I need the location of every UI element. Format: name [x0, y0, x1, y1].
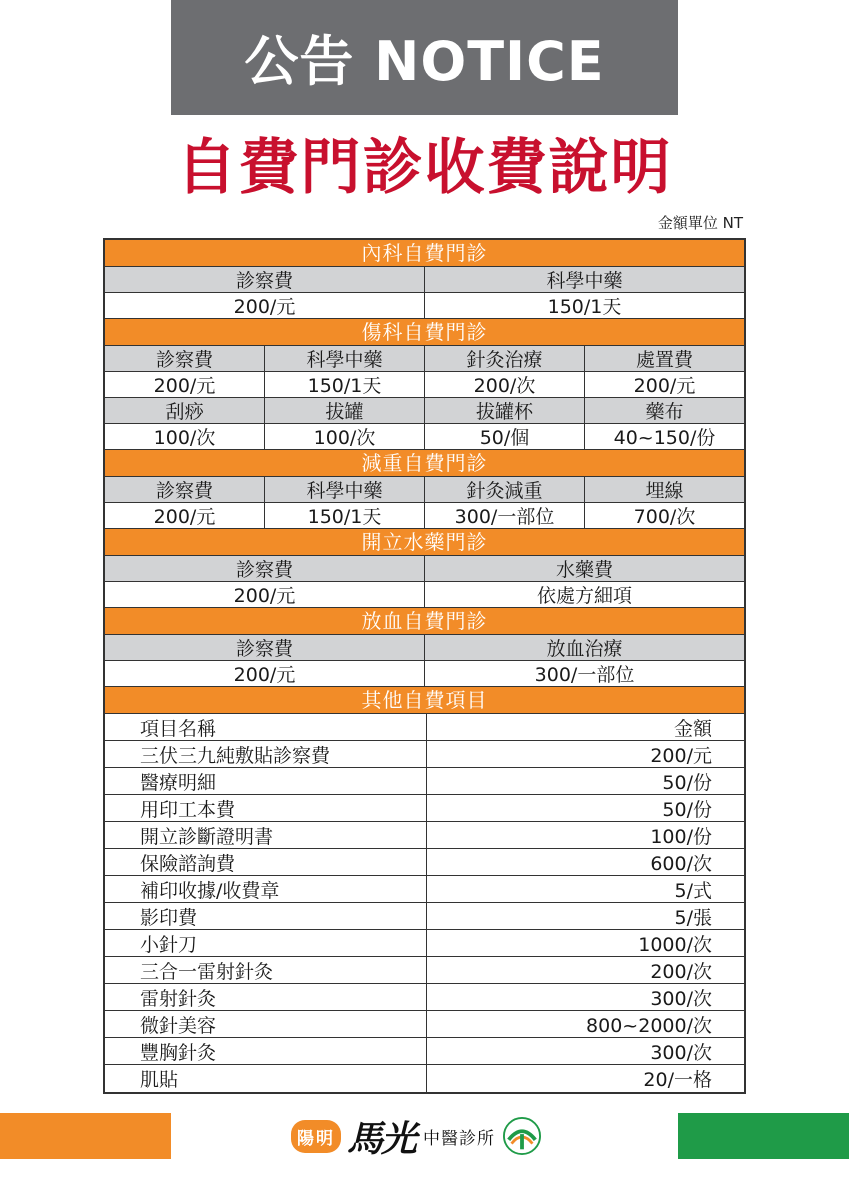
item-price: 100/份: [650, 825, 712, 848]
fee-label-row: [105, 398, 744, 424]
fee-value: 200/元: [633, 375, 696, 397]
fee-value: 200/元: [105, 293, 425, 318]
fee-value: 100/次: [265, 424, 425, 449]
fee-value: 300/一部位: [534, 664, 635, 686]
item-price: 20/一格: [643, 1069, 712, 1091]
item-name: 小針刀: [105, 930, 427, 956]
fee-label-row: [105, 346, 744, 372]
item-price: 5/式: [674, 879, 712, 902]
section-header: 放血自費門診: [105, 608, 744, 635]
table-row: [105, 903, 744, 930]
item-name: 雷射針灸: [105, 984, 427, 1010]
item-price: 800~2000/次: [586, 1014, 712, 1037]
notice-banner: [171, 0, 678, 115]
item-name: 三伏三九純敷貼診察費: [105, 741, 427, 767]
fee-label: 拔罐: [265, 398, 425, 423]
table-row: [105, 1038, 744, 1065]
fee-label: 診察費: [105, 477, 265, 502]
notice-title: 公告 NOTICE: [244, 30, 605, 93]
table-row: [105, 957, 744, 984]
fee-label: 藥布: [585, 398, 744, 423]
fee-value: 700/次: [633, 506, 696, 528]
item-price: 200/元: [650, 744, 712, 767]
table-row: [105, 1011, 744, 1038]
table-row: [105, 876, 744, 903]
fee-value: 150/1天: [265, 372, 425, 397]
fee-value-row: [105, 424, 744, 450]
footer-green-bar: [678, 1113, 849, 1159]
item-name: 肌貼: [105, 1065, 427, 1092]
fee-label: 診察費: [105, 635, 425, 660]
currency-unit-note: 金額單位 NT: [657, 214, 743, 232]
fee-value: 40~150/份: [613, 427, 716, 449]
fee-label: 拔罐杯: [425, 398, 585, 423]
fee-label-row: [105, 635, 744, 661]
footer-orange-bar: [0, 1113, 171, 1159]
fee-label: 針灸減重: [425, 477, 585, 502]
fee-value: 100/次: [105, 424, 265, 449]
item-name-header: 項目名稱: [105, 714, 427, 740]
item-name: 補印收據/收費章: [105, 876, 427, 902]
table-row: [105, 795, 744, 822]
section-header: 開立水藥門診: [105, 529, 744, 556]
logo-badge: 陽明: [291, 1120, 341, 1153]
fee-label: 科學中藥: [265, 477, 425, 502]
table-row: [105, 822, 744, 849]
item-price: 50/份: [662, 798, 712, 821]
fee-value: 依處方細項: [536, 585, 632, 607]
fee-label: 科學中藥: [265, 346, 425, 371]
table-row: [105, 741, 744, 768]
fee-value: 200/元: [105, 503, 265, 528]
fee-value-row: [105, 293, 744, 319]
item-price: 300/次: [650, 1041, 712, 1064]
table-row: [105, 930, 744, 957]
item-name: 醫療明細: [105, 768, 427, 794]
fee-value-row: [105, 661, 744, 687]
table-row: [105, 768, 744, 795]
clinic-emblem-icon: [503, 1117, 541, 1155]
item-name: 豐胸針灸: [105, 1038, 427, 1064]
page-title: 自費門診收費說明: [176, 133, 673, 203]
fee-label: 診察費: [105, 346, 265, 371]
section-header: 減重自費門診: [105, 450, 744, 477]
fee-label: 處置費: [585, 346, 744, 371]
fee-label: 刮痧: [105, 398, 265, 423]
table-row: [105, 849, 744, 876]
fee-table: [103, 238, 746, 1094]
fee-label-row: [105, 267, 744, 293]
fee-value-row: [105, 582, 744, 608]
item-name: 三合一雷射針灸: [105, 957, 427, 983]
fee-value-row: [105, 503, 744, 529]
fee-label: 針灸治療: [425, 346, 585, 371]
table-row: [105, 1065, 744, 1092]
fee-label-row: [105, 477, 744, 503]
fee-value-row: [105, 372, 744, 398]
fee-value: 50/個: [425, 424, 585, 449]
fee-value: 200/元: [105, 582, 425, 607]
fee-value: 300/一部位: [425, 503, 585, 528]
fee-label: 科學中藥: [425, 267, 744, 292]
fee-label: 診察費: [105, 556, 425, 581]
logo-script: 馬光: [347, 1117, 416, 1160]
table-row: [105, 984, 744, 1011]
item-price: 5/張: [674, 906, 712, 929]
item-price: 50/份: [662, 771, 712, 794]
logo-subtitle: 中醫診所: [423, 1128, 496, 1149]
fee-value: 150/1天: [547, 296, 622, 318]
item-price: 300/次: [650, 987, 712, 1010]
section-header: 內科自費門診: [105, 240, 744, 267]
clinic-logo: [291, 1112, 561, 1160]
fee-value: 200/元: [105, 661, 425, 686]
item-name: 開立診斷證明書: [105, 822, 427, 848]
item-name: 保險諮詢費: [105, 849, 427, 875]
item-price: 200/次: [650, 960, 712, 983]
fee-label: 水藥費: [425, 556, 744, 581]
section-header: 其他自費項目: [105, 687, 744, 714]
item-price: 600/次: [650, 852, 712, 875]
fee-label: 診察費: [105, 267, 425, 292]
item-name: 微針美容: [105, 1011, 427, 1037]
item-price: 1000/次: [638, 933, 712, 956]
fee-label-row: [105, 556, 744, 582]
item-name: 用印工本費: [105, 795, 427, 821]
section-header: 傷科自費門診: [105, 319, 744, 346]
fee-value: 200/元: [105, 372, 265, 397]
fee-value: 150/1天: [265, 503, 425, 528]
other-header-row: [105, 714, 744, 741]
item-price-header: 金額: [673, 717, 712, 740]
item-name: 影印費: [105, 903, 427, 929]
fee-value: 200/次: [425, 372, 585, 397]
fee-label: 埋線: [585, 477, 744, 502]
fee-label: 放血治療: [425, 635, 744, 660]
